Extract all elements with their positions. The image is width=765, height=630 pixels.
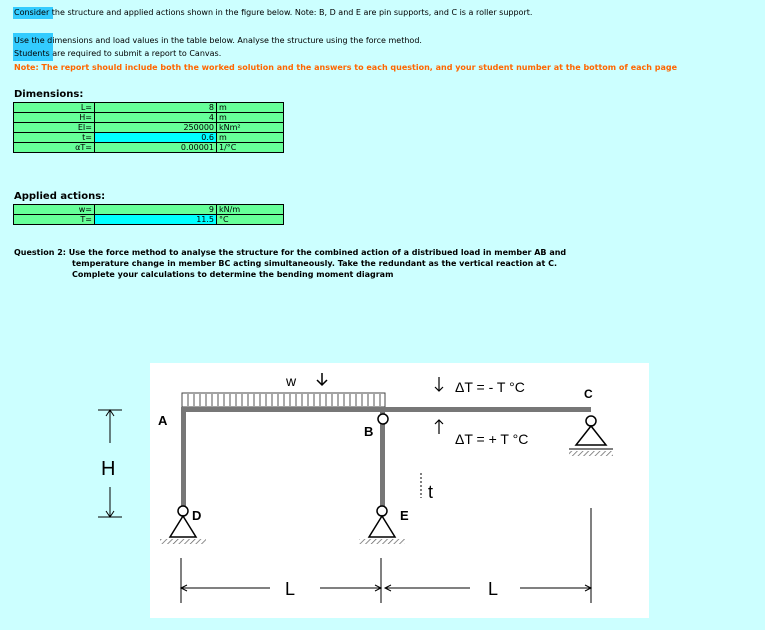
- structure-figure: [150, 363, 649, 618]
- dim-value-cell[interactable]: 8: [95, 103, 217, 113]
- applied-value-cell[interactable]: 9: [95, 205, 217, 215]
- dim-unit: 1/°C: [217, 143, 284, 153]
- dim-value-cell[interactable]: 4: [95, 113, 217, 123]
- header-line-2: Use the dimensions and load values in the table below. Analyse the structure using the force method.: [14, 36, 422, 45]
- beam-ab-bc: [181, 407, 591, 412]
- header-line-1: Consider the structure and applied actions shown in the figure below. Note: B, D and E are pin supports, and C is a roller support.: [14, 8, 533, 17]
- dim-unit: m: [217, 133, 284, 143]
- dim-label: H=: [14, 113, 95, 123]
- table-row: [14, 123, 284, 133]
- table-row: [14, 205, 284, 215]
- report-note: Note: The report should include both the worked solution and the answers to each question, and your student number at the bottom of each page: [14, 63, 678, 72]
- table-row: [14, 113, 284, 123]
- load-label: w: [286, 373, 297, 389]
- header-line-3: Students are required to submit a report to Canvas.: [14, 49, 222, 58]
- pin-b: [378, 414, 388, 424]
- question-line-2: temperature change in member BC acting simultaneously. Take the redundant as the vertical reaction at C.: [72, 259, 557, 268]
- distributed-load: [182, 393, 385, 407]
- dim-value-cell[interactable]: 0.00001: [95, 143, 217, 153]
- applied-title: Applied actions:: [14, 191, 106, 202]
- dimension-l1: [181, 558, 381, 603]
- dim-label: t=: [14, 133, 95, 143]
- question-line-1: Question 2: Use the force method to analyse the structure for the combined action of a distribued load in member AB and: [14, 248, 567, 257]
- applied-value-cell[interactable]: 11.5: [95, 215, 217, 225]
- applied-unit: kN/m: [217, 205, 284, 215]
- dim-label: L=: [14, 103, 95, 113]
- table-row: [14, 103, 284, 113]
- dim-value-cell[interactable]: 250000: [95, 123, 217, 133]
- table-row: [14, 215, 284, 225]
- label-a: A: [158, 413, 168, 428]
- label-d: D: [192, 508, 202, 523]
- applied-label: T=: [14, 215, 95, 225]
- applied-table: [13, 204, 284, 225]
- label-t: t: [428, 482, 434, 502]
- dim-unit: kNm²: [217, 123, 284, 133]
- label-c: C: [584, 387, 593, 401]
- dimensions-table: [13, 102, 284, 153]
- dim-label: αT=: [14, 143, 95, 153]
- dim-unit: m: [217, 103, 284, 113]
- temp-top-label: ΔT = - T °C: [455, 379, 525, 395]
- applied-unit: °C: [217, 215, 284, 225]
- question-line-3: Complete your calculations to determine the bending moment diagram: [72, 270, 394, 279]
- dimension-h: [90, 405, 140, 525]
- roller-support-c: [569, 416, 613, 456]
- label-h: H: [101, 458, 116, 480]
- column-ad: [181, 407, 186, 507]
- label-l2: L: [488, 579, 499, 599]
- arrow-down-icon: [317, 373, 327, 385]
- dim-value-cell[interactable]: 0.6: [95, 133, 217, 143]
- label-l1: L: [285, 579, 296, 599]
- table-row: [14, 143, 284, 153]
- table-row: [14, 133, 284, 143]
- temp-arrow-down-icon: [435, 377, 443, 391]
- temp-bottom-label: ΔT = + T °C: [455, 431, 529, 447]
- pin-support-e: [359, 506, 405, 544]
- temp-arrow-up-icon: [435, 420, 443, 434]
- applied-label: w=: [14, 205, 95, 215]
- label-e: E: [400, 508, 409, 523]
- label-b: B: [364, 424, 374, 439]
- dim-unit: m: [217, 113, 284, 123]
- dimensions-title: Dimensions:: [14, 89, 84, 100]
- dim-label: EI=: [14, 123, 95, 133]
